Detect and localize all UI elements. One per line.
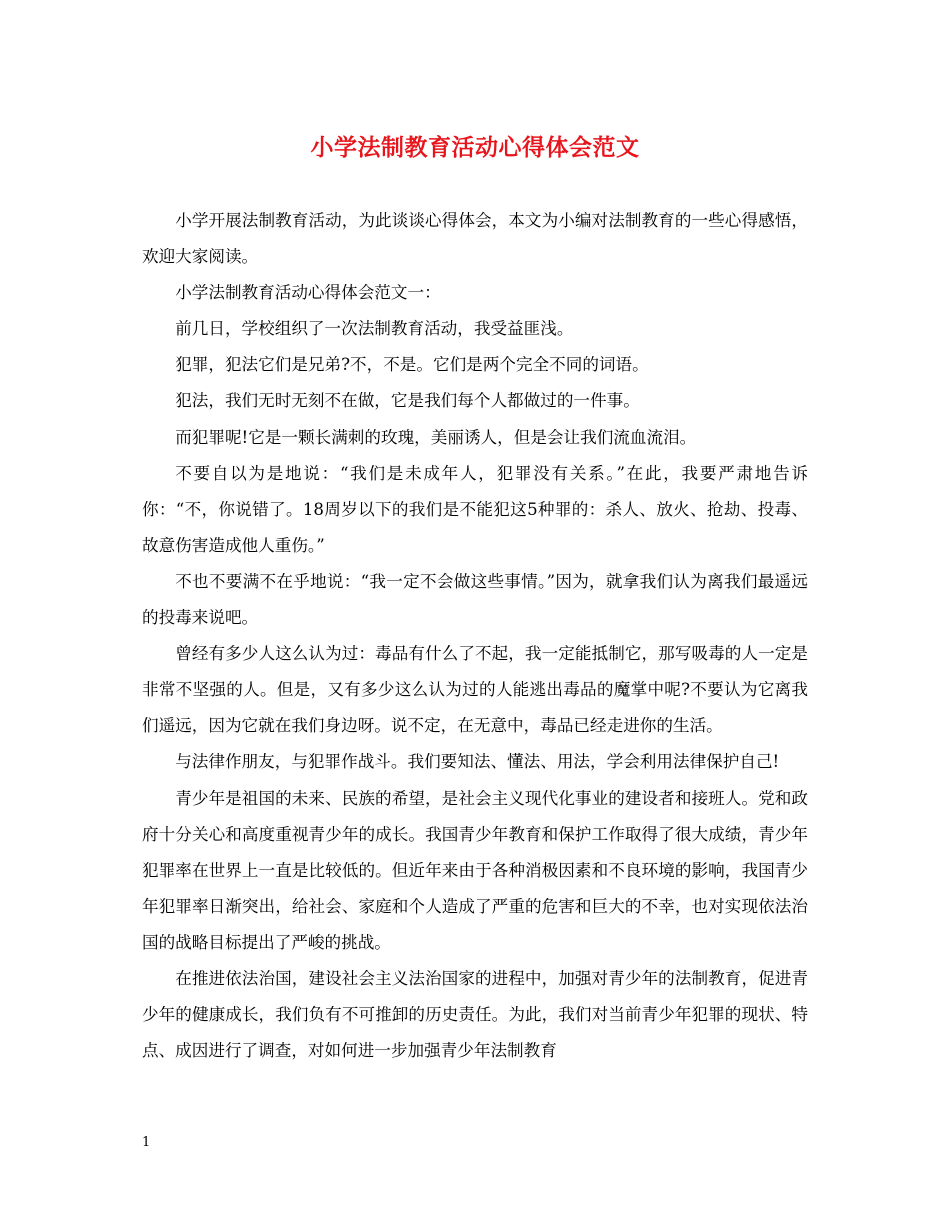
paragraph: 与法律作朋友，与犯罪作战斗。我们要知法、懂法、用法，学会利用法律保护自己! bbox=[175, 752, 780, 772]
paragraph: 小学开展法制教育活动，为此谈谈心得体会，本文为小编对法制教育的一些心得感悟，欢迎大家阅读。 bbox=[142, 211, 808, 267]
paragraph: 而犯罪呢!它是一颗长满刺的玫瑰，美丽诱人，但是会让我们流血流泪。 bbox=[175, 427, 697, 447]
paragraph: 前几日，学校组织了一次法制教育活动，我受益匪浅。 bbox=[175, 319, 574, 339]
paragraph: 在推进依法治国，建设社会主义法治国家的进程中，加强对青少年的法制教育，促进青少年的健康成长，我们负有不可推卸的历史责任。为此，我们对当前青少年犯罪的现状、特点、成因进行了调查，对如何进一步加强青少年法制教育 bbox=[142, 968, 808, 1061]
paragraph: 小学法制教育活动心得体会范文一： bbox=[175, 283, 441, 303]
document-title: 小学法制教育活动心得体会范文 bbox=[310, 134, 640, 161]
paragraph: 犯法，我们无时无刻不在做，它是我们每个人都做过的一件事。 bbox=[175, 391, 640, 411]
page-number: 1 bbox=[142, 1135, 151, 1150]
paragraph: 青少年是祖国的未来、民族的希望，是社会主义现代化事业的建设者和接班人。党和政府十分关心和高度重视青少年的成长。我国青少年教育和保护工作取得了很大成绩，青少年犯罪率在世界上一直是比较低的。但近年来由于各种消极因素和不良环境的影响，我国青少年犯罪率日渐突出，给社会、家庭和个人造成了严重的危害和巨大的不幸，也对实现依法治国的战略目标提出了严峻的挑战。 bbox=[142, 788, 808, 952]
paragraph: 不也不要满不在乎地说：“我一定不会做这些事情。”因为，就拿我们认为离我们最遥远的投毒来说吧。 bbox=[142, 571, 808, 628]
paragraph: 犯罪，犯法它们是兄弟?不，不是。它们是两个完全不同的词语。 bbox=[175, 355, 649, 375]
document-body bbox=[142, 203, 808, 1069]
paragraph: 不要自以为是地说：“我们是未成年人，犯罪没有关系。”在此，我要严肃地告诉你：“不，你说错了。18周岁以下的我们是不能犯这5种罪的：杀人、放火、抢劫、投毒、故意伤害造成他人重伤。” bbox=[142, 463, 808, 555]
paragraph: 曾经有多少人这么认为过：毒品有什么了不起，我一定能抵制它，那写吸毒的人一定是非常不坚强的人。但是，又有多少这么认为过的人能逃出毒品的魔掌中呢?不要认为它离我们遥远，因为它就在我们身边呀。说不定，在无意中，毒品已经走进你的生活。 bbox=[142, 644, 808, 736]
